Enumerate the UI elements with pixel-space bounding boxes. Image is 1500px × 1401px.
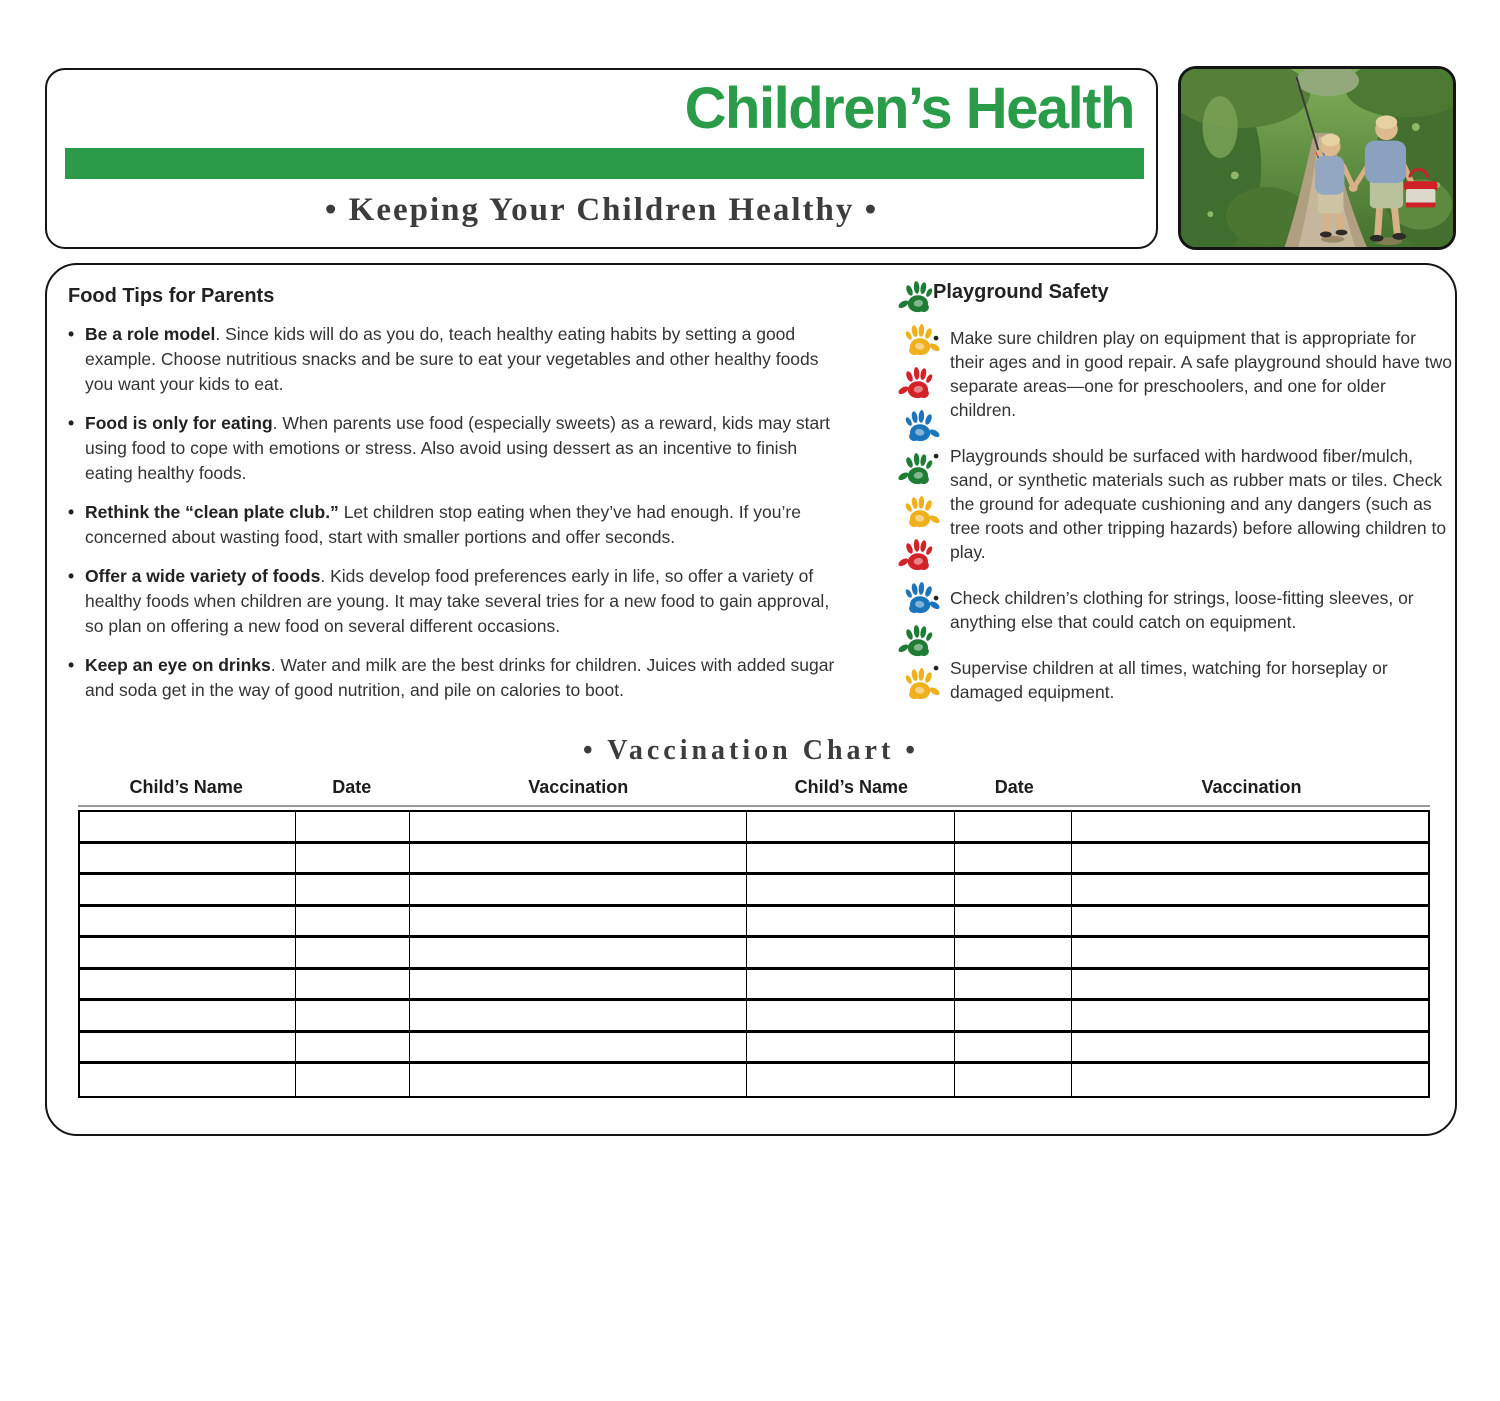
photo-two-boys-walking: [1178, 66, 1456, 250]
vaccination-cell: [296, 1033, 411, 1065]
vaccination-cell: [410, 907, 747, 939]
vaccination-cell: [747, 1064, 955, 1096]
vaccination-cell: [1072, 1001, 1428, 1033]
tip-lead: Be a role model: [85, 324, 216, 344]
vaccination-cell: [1072, 970, 1428, 1002]
vaccination-chart-header-row: [78, 777, 1430, 798]
playground-safety-list: [933, 326, 1453, 704]
vaccination-chart-table-wrap: [78, 805, 1430, 1098]
vaccination-cell: [80, 907, 296, 939]
vaccination-cell: [80, 938, 296, 970]
main-content-panel: [45, 263, 1457, 1136]
column-header: Vaccination: [1201, 777, 1302, 797]
playground-item: • Supervise children at all times, watching for horseplay or damaged equipment.: [933, 656, 1453, 704]
tip-body: Kids develop food preferences early in life, so offer a variety of healthy foods when children are young. It may take several tries for a new food to gain approval, so plan on offering a new food on several different occasions.: [85, 566, 830, 636]
vaccination-cell: [410, 1064, 747, 1096]
column-header: Vaccination: [528, 777, 629, 797]
tip-body: When parents use food (especially sweets) as a reward, kids may start using food to cope with emotions or stress. Also avoid using dessert as an incentive to finish eating healthy foods.: [85, 413, 830, 483]
tip-lead: Offer a wide variety of foods: [85, 566, 321, 586]
playground-item: • Make sure children play on equipment that is appropriate for their ages and in good repair. A safe playground should have two separate areas—one for preschoolers, and one for older children.: [933, 326, 1453, 422]
food-tip-item: • Food is only for eating. When parents use food (especially sweets) as a reward, kids may start using food to cope with emotions or stress. Also avoid using dessert as an incentive to finish eating healthy foods.: [68, 411, 846, 486]
vaccination-cell: [955, 875, 1072, 907]
vaccination-cell: [296, 844, 411, 876]
vaccination-cell: [410, 844, 747, 876]
vaccination-cell: [955, 1033, 1072, 1065]
tip-body: Let children stop eating when they’ve had enough. If you’re concerned about wasting food, start with smaller portions and offer seconds.: [85, 502, 801, 547]
vaccination-cell: [296, 907, 411, 939]
playground-safety-heading: Playground Safety: [933, 281, 1109, 303]
vaccination-cell: [296, 875, 411, 907]
playground-item: • Playgrounds should be surfaced with hardwood fiber/mulch, sand, or synthetic materials such as rubber mats or tiles. Check the ground for adequate cushioning and any dangers (such as tree roots and other tripping hazards) before allowing children to play.: [933, 444, 1453, 564]
vaccination-cell: [1072, 938, 1428, 970]
vaccination-cell: [747, 875, 955, 907]
vaccination-cell: [1072, 844, 1428, 876]
vaccination-cell: [955, 970, 1072, 1002]
vaccination-cell: [1072, 1033, 1428, 1065]
vaccination-cell: [1072, 875, 1428, 907]
vaccination-cell: [747, 1001, 955, 1033]
food-tip-item: [68, 500, 846, 550]
vaccination-chart-title: • Vaccination Chart •: [582, 735, 920, 766]
vaccination-cell: [1072, 812, 1428, 844]
vaccination-cell: [747, 907, 955, 939]
tip-lead: Keep an eye on drinks: [85, 655, 271, 675]
vaccination-cell: [955, 812, 1072, 844]
playground-item: • Check children’s clothing for strings, loose-fitting sleeves, or anything else that could catch on equipment.: [933, 586, 1453, 634]
vaccination-cell: [1072, 1064, 1428, 1096]
vaccination-cell: [296, 938, 411, 970]
vaccination-chart-table: [78, 810, 1430, 1098]
vaccination-cell: [80, 1064, 296, 1096]
vaccination-cell: [80, 1033, 296, 1065]
vaccination-cell: [747, 1033, 955, 1065]
vaccination-cell: [410, 970, 747, 1002]
vaccination-cell: [747, 812, 955, 844]
vaccination-cell: [955, 907, 1072, 939]
food-tip-item: • Offer a wide variety of foods. Kids develop food preferences early in life, so offer a variety of healthy foods when children are young. It may take several tries for a new food to gain approval, so plan on offering a new food on several different occasions.: [68, 564, 846, 639]
food-tips-heading: Food Tips for Parents: [68, 285, 275, 307]
tip-lead: Food is only for eating: [85, 413, 273, 433]
vaccination-cell: [747, 844, 955, 876]
food-tip-item: • Keep an eye on drinks. Water and milk are the best drinks for children. Juices with added sugar and soda get in the way of good nutrition, and pile on calories to boot.: [68, 653, 846, 703]
vaccination-cell: [80, 844, 296, 876]
vaccination-cell: [747, 970, 955, 1002]
playground-safety-section: [933, 281, 1453, 704]
page-subtitle: • Keeping Your Children Healthy •: [324, 192, 879, 228]
page-title: Children’s Health: [684, 76, 1134, 141]
vaccination-cell: [410, 1033, 747, 1065]
vaccination-cell: [80, 875, 296, 907]
vaccination-cell: [955, 1001, 1072, 1033]
vaccination-cell: [410, 812, 747, 844]
vaccination-cell: [80, 1001, 296, 1033]
vaccination-cell: [80, 970, 296, 1002]
photo-illustration: [1181, 69, 1453, 247]
vaccination-cell: [296, 1064, 411, 1096]
tip-body: Water and milk are the best drinks for children. Juices with added sugar and soda get in the way of good nutrition, and pile on calories to boot.: [85, 655, 835, 700]
vaccination-cell: [1072, 907, 1428, 939]
tip-body: Since kids will do as you do, teach healthy eating habits by setting a good example. Choose nutritious snacks and be sure to eat your vegetables and other healthy foods you want your kids to eat.: [85, 324, 819, 394]
vaccination-cell: [296, 1001, 411, 1033]
vaccination-cell: [410, 1001, 747, 1033]
column-header: Date: [332, 777, 372, 797]
food-tips-list: [68, 322, 846, 703]
vaccination-cell: [955, 844, 1072, 876]
tip-lead: Rethink the “clean plate club.”: [85, 502, 339, 522]
vaccination-cell: [80, 812, 296, 844]
vaccination-cell: [296, 812, 411, 844]
vaccination-cell: [747, 938, 955, 970]
vaccination-cell: [955, 938, 1072, 970]
vaccination-cell: [296, 970, 411, 1002]
food-tip-item: • Be a role model. Since kids will do as you do, teach healthy eating habits by setting a good example. Choose nutritious snacks and be sure to eat your vegetables and other healthy foods you want your kids to eat.: [68, 322, 846, 397]
vaccination-cell: [410, 938, 747, 970]
header-panel: [45, 68, 1158, 249]
vaccination-cell: [955, 1064, 1072, 1096]
food-tips-section: [68, 285, 846, 703]
column-header: Child’s Name: [129, 777, 243, 797]
column-header: Date: [994, 777, 1034, 797]
green-accent-bar: [65, 148, 1144, 179]
column-header: Child’s Name: [794, 777, 908, 797]
vaccination-cell: [410, 875, 747, 907]
